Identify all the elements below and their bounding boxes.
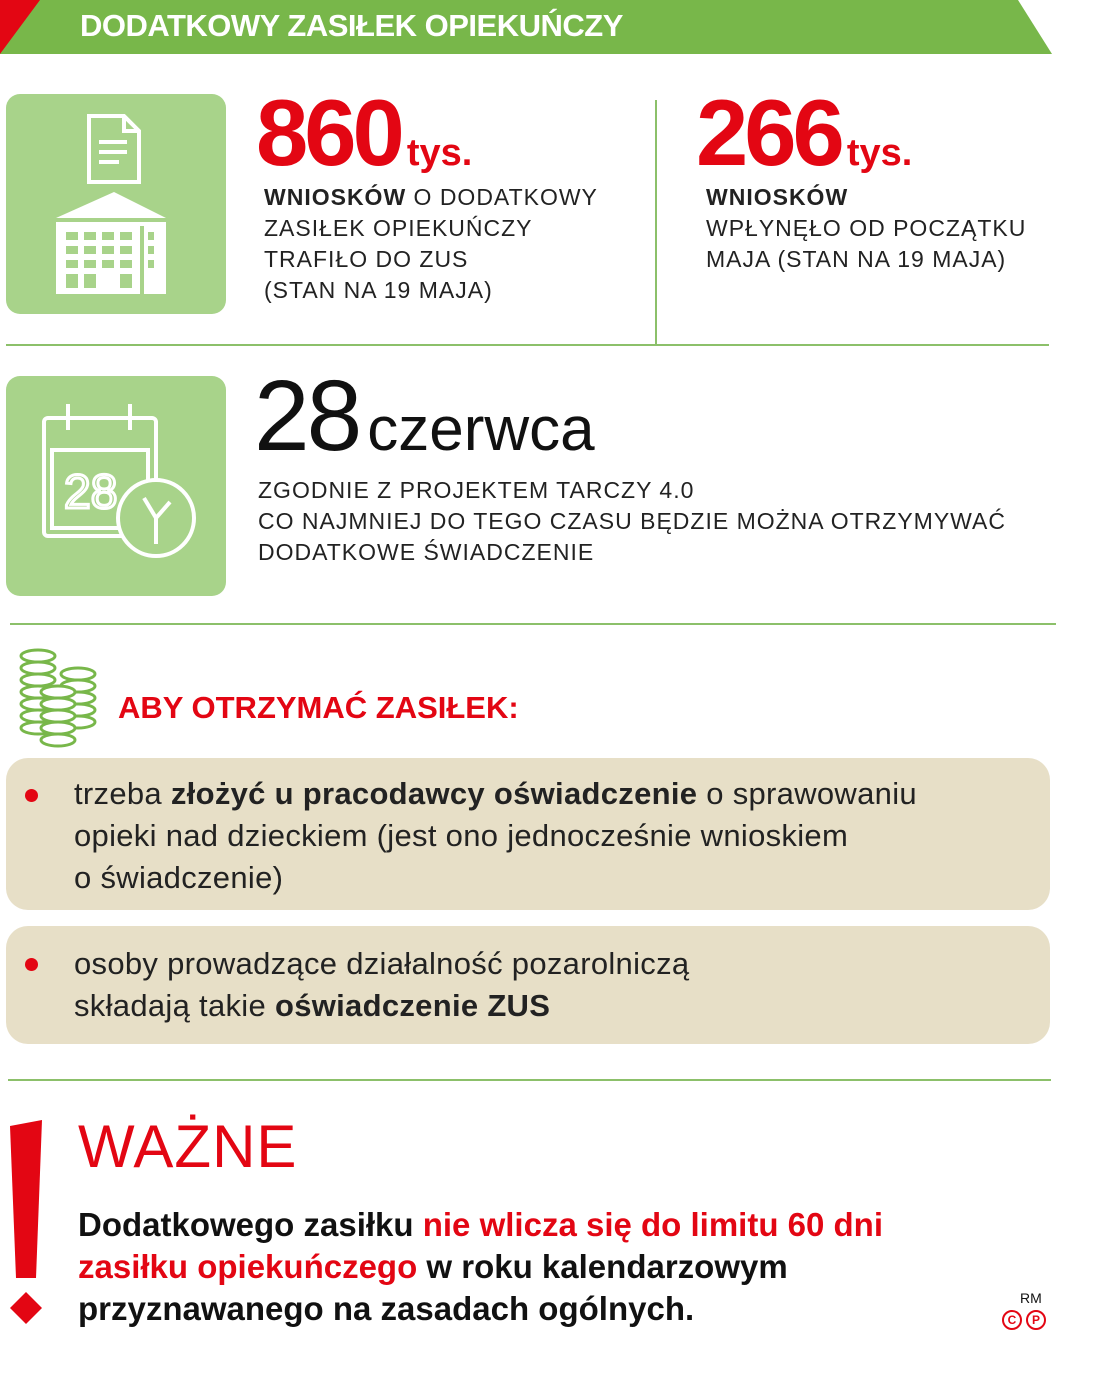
stat-applications-may [696, 80, 913, 185]
stat-text: O DODATKOWY [406, 184, 598, 210]
divider [6, 344, 1049, 346]
divider [10, 623, 1056, 625]
stat-text: MAJA (STAN NA 19 MAJA) [706, 246, 1007, 272]
stat-lead: WNIOSKÓW [706, 184, 849, 210]
text: składają takie [74, 988, 275, 1023]
text: przyznawanego na zasadach ogólnych. [78, 1290, 695, 1327]
bullet-icon [25, 958, 38, 971]
text: Dodatkowego zasiłku [78, 1206, 423, 1243]
copyright-marks [1002, 1310, 1046, 1330]
stat-value: 860 [256, 80, 401, 185]
requirements-heading: ABY OTRZYMAĆ ZASIŁEK: [118, 690, 519, 725]
stat-text: TRAFIŁO DO ZUS [264, 246, 469, 272]
text-bold: złożyć u pracodawcy oświadczenie [170, 776, 698, 811]
text: o sprawowaniu [697, 776, 917, 811]
exclamation-icon [6, 1118, 46, 1330]
stat-applications-total [256, 80, 473, 185]
calendar-clock-icon [6, 376, 226, 596]
stat-text: WPŁYNĘŁO OD POCZĄTKU [706, 215, 1027, 241]
divider [655, 100, 657, 344]
requirement-text [74, 943, 1034, 1027]
deadline-description [258, 475, 1006, 568]
text-highlight: nie wlicza się do limitu 60 dni [422, 1206, 884, 1243]
stat-applications-description [264, 182, 598, 306]
bullet-icon [25, 789, 38, 802]
phonogram-icon: P [1026, 1310, 1046, 1330]
calendar-tile [6, 376, 226, 596]
text-highlight: zasiłku opiekuńczego [78, 1248, 418, 1285]
divider [8, 1079, 1051, 1081]
deadline-text: DODATKOWE ŚWIADCZENIE [258, 539, 595, 565]
stat-text: ZASIŁEK OPIEKUŃCZY [264, 215, 533, 241]
deadline-text: CO NAJMNIEJ DO TEGO CZASU BĘDZIE MOŻNA OTRZYMYWAĆ [258, 508, 1006, 534]
coins-icon [16, 648, 102, 750]
stat-unit: tys. [406, 132, 473, 174]
copyright-icon: C [1002, 1310, 1022, 1330]
author-initials: RM [1020, 1290, 1042, 1306]
text: o świadczenie) [74, 860, 284, 895]
stat-value: 266 [696, 80, 841, 185]
text: osoby prowadzące działalność pozarolniczą [74, 946, 690, 981]
important-title: WAŻNE [78, 1113, 298, 1180]
text: opieki nad dzieckiem (jest ono jednocześnie wnioskiem [74, 818, 849, 853]
text-bold: oświadczenie ZUS [274, 988, 551, 1023]
text: w roku kalendarzowym [417, 1248, 788, 1285]
stat-lead: WNIOSKÓW [264, 184, 407, 210]
deadline-text: ZGODNIE Z PROJEKTEM TARCZY 4.0 [258, 477, 695, 503]
stat-unit: tys. [846, 132, 913, 174]
important-text [78, 1204, 1038, 1330]
calendar-digits: 28 [64, 466, 118, 519]
requirement-text [74, 773, 1034, 899]
building-document-tile [6, 94, 226, 314]
text: trzeba [74, 776, 171, 811]
stat-may-description [706, 182, 1026, 275]
page-title: DODATKOWY ZASIŁEK OPIEKUŃCZY [80, 8, 623, 43]
deadline-date [254, 360, 595, 472]
stat-text: (STAN NA 19 MAJA) [264, 277, 493, 303]
deadline-month: czerwca [367, 395, 595, 464]
deadline-day: 28 [254, 360, 360, 472]
building-document-icon [6, 94, 226, 314]
